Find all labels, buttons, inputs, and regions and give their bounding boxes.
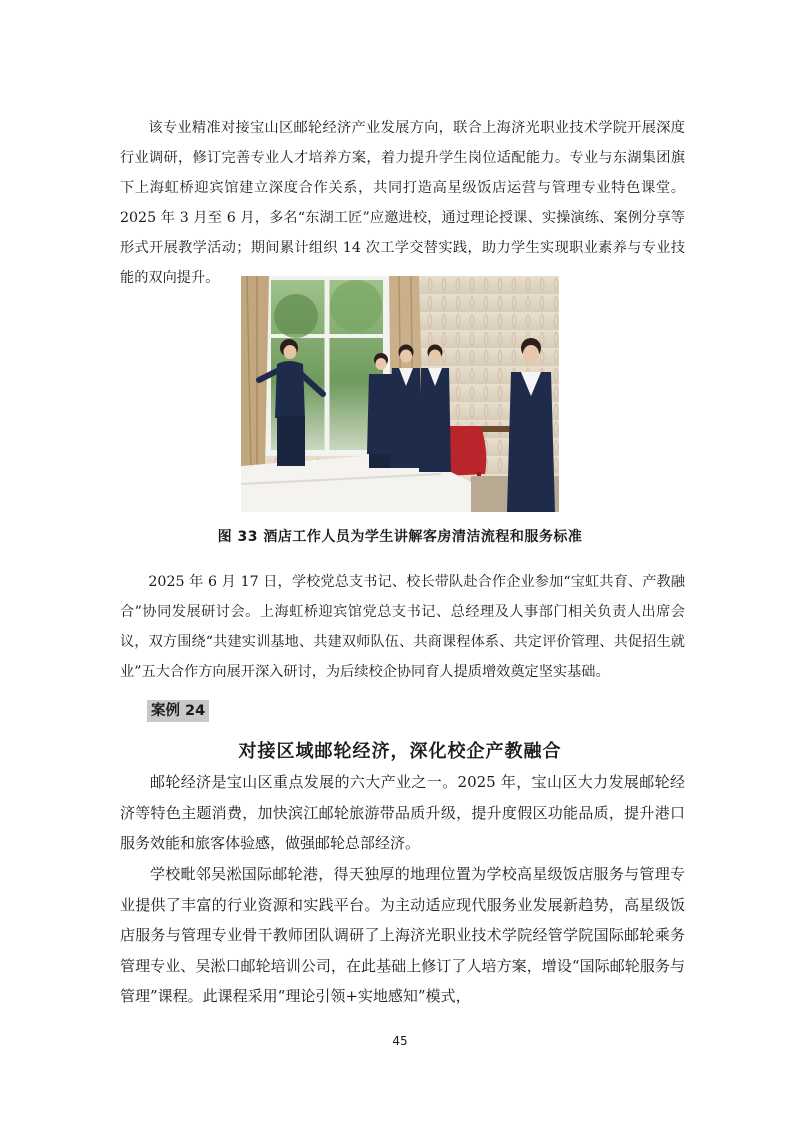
body-paragraph-3: 邮轮经济是宝山区重点发展的六大产业之一。2025 年，宝山区大力发展邮轮经济等特色主题消费，加快滨江邮轮旅游带品质升级，提升度假区功能品质，提升港口服务效能和旅客体验感，做强邮轮总部经济。 (120, 773, 685, 852)
body-paragraph-4: 学校毗邻吴淞国际邮轮港，得天独厚的地理位置为学校高星级饭店服务与管理专业提供了丰富的行业资源和实践平台。为主动适应现代服务业发展新趋势，高星级饭店服务与管理专业骨干教师团队调研了上海济光职业技术学院经管学院国际邮轮乘务管理专业、吴淞口邮轮培训公司，在此基础上修订了人培方案，增设“国际邮轮服务与管理”课程。此课程采用“理论引领+实地感知”模式， (120, 865, 685, 1005)
body-paragraph-1: 该专业精准对接宝山区邮轮经济产业发展方向，联合上海济光职业技术学院开展深度行业调研，修订完善专业人才培养方案，着力提升学生岗位适配能力。专业与东湖集团旗下上海虹桥迎宾馆建立深度合作关系，共同打造高星级饭店运营与管理专业特色课堂。2025 年 3 月至 6 月，多名“东湖工匠”应邀进校，通过理论授课、实操演练、案例分享等形式开展教学活动；期间累计组织 14 次工学交替实践，助力学生实现职业素养与专业技能的双向提升。 (120, 120, 685, 286)
case-label: 案例 24 (147, 700, 209, 722)
hotel-training-photo (241, 276, 559, 512)
body-paragraph-2: 2025 年 6 月 17 日，学校党总支书记、校长带队赴合作企业参加“宝虹共育、产教融合”协同发展研讨会。上海虹桥迎宾馆党总支书记、总经理及人事部门相关负责人出席会议，双方围绕“共建实训基地、共建双师队伍、共商课程体系、共定评价管理、共促招生就业”五大合作方向展开深入研讨，为后续校企协同育人提质增效奠定坚实基础。 (120, 574, 685, 680)
page-number: 45 (392, 1034, 408, 1048)
figure-caption: 图 33 酒店工作人员为学生讲解客房清洁流程和服务标准 (217, 529, 583, 545)
case-title: 对接区域邮轮经济，深化校企产教融合 (238, 741, 562, 762)
